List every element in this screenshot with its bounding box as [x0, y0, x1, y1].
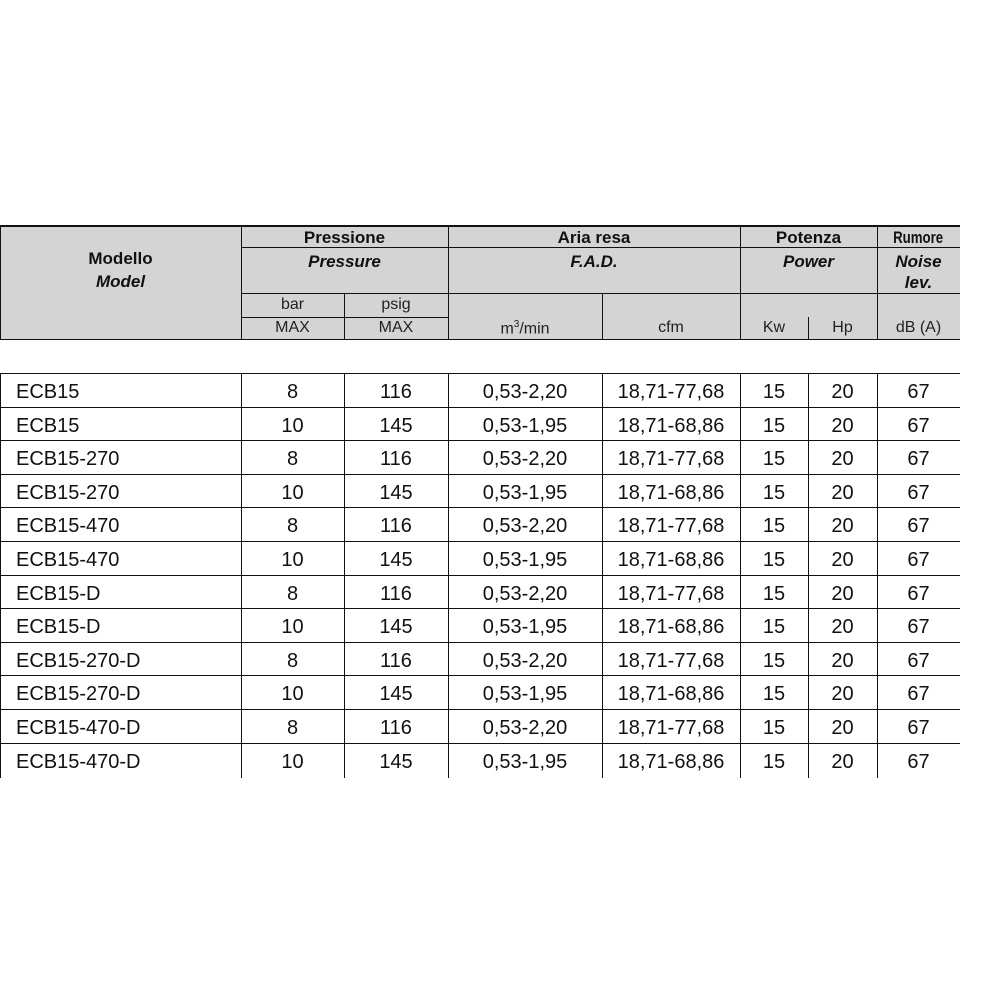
table-row [0, 744, 960, 778]
unit-kw: Kw [762, 319, 786, 336]
cell-m3min: 0,53-1,95 [482, 683, 568, 706]
cell-db: 67 [907, 515, 930, 538]
column-divider [0, 373, 1, 778]
header-line-units [241, 293, 960, 294]
header-noise-en-2: lev. [904, 273, 933, 292]
table-row [0, 643, 960, 677]
cell-kw: 15 [762, 649, 786, 672]
cell-kw: 15 [762, 616, 786, 639]
cell-m3min: 0,53-1,95 [482, 481, 568, 504]
cell-m3min: 0,53-1,95 [482, 414, 568, 437]
header-power-it: Potenza [775, 228, 842, 247]
cell-m3min: 0,53-2,20 [482, 717, 568, 739]
cell-psig: 116 [380, 649, 412, 672]
cell-kw: 15 [762, 414, 786, 437]
cell-cfm: 18,71-77,68 [617, 381, 725, 403]
header-pressure-en: Pressure [308, 252, 381, 271]
cell-hp: 20 [831, 750, 854, 773]
cell-kw: 15 [762, 549, 786, 571]
cell-bar: 8 [286, 717, 299, 739]
cell-hp: 20 [831, 381, 854, 403]
cell-model: ECB15-270 [16, 448, 120, 471]
table-row [0, 542, 960, 576]
cell-psig: 116 [380, 448, 412, 471]
cell-db: 67 [907, 582, 930, 605]
unit-m3min-base: m [500, 320, 514, 338]
header-pressure-it: Pressione [303, 228, 386, 247]
cell-hp: 20 [831, 683, 854, 706]
cell-bar: 8 [286, 515, 299, 538]
cell-psig: 145 [379, 683, 413, 706]
cell-hp: 20 [831, 616, 854, 639]
header-noise-it [877, 229, 960, 246]
cell-db: 67 [907, 616, 930, 639]
unit-hp: Hp [832, 319, 853, 336]
cell-bar: 10 [281, 481, 304, 504]
unit-bar: bar [280, 296, 305, 313]
header-noise-it-text: Rumore [893, 228, 944, 247]
cell-hp: 20 [831, 481, 854, 504]
cell-bar: 8 [286, 649, 299, 672]
cell-model: ECB15-470 [16, 549, 120, 571]
cell-hp: 20 [831, 649, 854, 672]
cell-m3min: 0,53-2,20 [482, 448, 568, 471]
table-row [0, 475, 960, 509]
cell-db: 67 [907, 683, 930, 706]
unit-bar-max: MAX [275, 319, 310, 336]
cell-model: ECB15-270 [16, 481, 120, 504]
table-row [0, 441, 960, 475]
table-row [0, 676, 960, 710]
cell-hp: 20 [831, 414, 854, 437]
cell-cfm: 18,71-77,68 [617, 515, 725, 538]
cell-cfm: 18,71-68,86 [617, 481, 725, 504]
cell-m3min: 0,53-1,95 [482, 616, 568, 639]
header-line-group [241, 247, 960, 248]
header-air-en: F.A.D. [570, 252, 618, 271]
cell-kw: 15 [762, 582, 786, 605]
header-noise-en-1: Noise [895, 252, 942, 271]
cell-psig: 145 [379, 414, 413, 437]
header-air-it: Aria resa [557, 228, 631, 247]
cell-m3min: 0,53-2,20 [482, 515, 568, 538]
cell-db: 67 [907, 549, 930, 571]
column-divider [877, 373, 878, 778]
cell-cfm: 18,71-77,68 [617, 448, 725, 471]
table-row [0, 710, 960, 744]
cell-cfm: 18,71-68,86 [617, 616, 725, 639]
cell-kw: 15 [762, 481, 786, 504]
unit-m3min-tail: /min [519, 320, 550, 338]
cell-psig: 145 [379, 481, 413, 504]
cell-bar: 8 [286, 448, 299, 471]
cell-m3min: 0,53-1,95 [482, 750, 568, 773]
header-power-en: Power [782, 252, 835, 271]
cell-db: 67 [907, 717, 930, 739]
cell-psig: 145 [379, 750, 413, 773]
cell-m3min: 0,53-1,95 [482, 549, 568, 571]
cell-hp: 20 [831, 717, 854, 739]
table-row [0, 576, 960, 610]
unit-db: dB (A) [895, 319, 942, 336]
cell-db: 67 [907, 750, 930, 773]
cell-db: 67 [907, 481, 930, 504]
cell-cfm: 18,71-68,86 [617, 549, 725, 571]
header-model-it: Modello [88, 249, 153, 268]
cell-psig: 116 [380, 381, 412, 403]
cell-kw: 15 [762, 381, 786, 403]
cell-bar: 10 [281, 750, 304, 773]
unit-cfm: cfm [658, 319, 684, 336]
cell-model: ECB15-270-D [16, 683, 141, 706]
cell-kw: 15 [762, 448, 786, 471]
cell-bar: 10 [281, 549, 304, 571]
cell-psig: 116 [380, 515, 412, 538]
cell-cfm: 18,71-68,86 [617, 414, 725, 437]
cell-model: ECB15-D [16, 616, 101, 639]
cell-cfm: 18,71-77,68 [617, 717, 725, 739]
cell-m3min: 0,53-2,20 [482, 381, 568, 403]
cell-cfm: 18,71-68,86 [617, 683, 725, 706]
cell-model: ECB15-D [16, 582, 101, 605]
table-row [0, 374, 960, 408]
cell-bar: 8 [286, 582, 299, 605]
cell-psig: 145 [379, 549, 413, 571]
cell-m3min: 0,53-2,20 [482, 582, 568, 605]
cell-psig: 145 [379, 616, 413, 639]
cell-cfm: 18,71-77,68 [617, 582, 725, 605]
unit-psig: psig [381, 296, 411, 313]
cell-bar: 8 [286, 381, 299, 403]
cell-hp: 20 [831, 515, 854, 538]
cell-model: ECB15 [16, 414, 80, 437]
cell-bar: 10 [281, 414, 304, 437]
unit-m3min-sup: 3 [513, 319, 520, 330]
cell-model: ECB15-270-D [16, 649, 141, 672]
cell-model: ECB15-470-D [16, 750, 141, 773]
cell-model: ECB15-470-D [16, 717, 141, 739]
cell-cfm: 18,71-68,86 [617, 750, 725, 773]
cell-bar: 10 [281, 616, 304, 639]
unit-m3min [448, 320, 602, 337]
column-divider [808, 373, 809, 778]
column-divider [241, 373, 242, 778]
table-row [0, 508, 960, 542]
cell-db: 67 [907, 414, 930, 437]
cell-bar: 10 [281, 683, 304, 706]
cell-hp: 20 [831, 582, 854, 605]
cell-kw: 15 [762, 683, 786, 706]
cell-model: ECB15 [16, 381, 80, 403]
cell-db: 67 [907, 649, 930, 672]
cell-cfm: 18,71-77,68 [617, 649, 725, 672]
table-row [0, 609, 960, 643]
cell-db: 67 [907, 381, 930, 403]
column-divider [344, 373, 345, 778]
cell-psig: 116 [380, 717, 412, 739]
cell-psig: 116 [380, 582, 412, 605]
cell-db: 67 [907, 448, 930, 471]
header-bottom-border [0, 339, 960, 340]
cell-kw: 15 [762, 717, 786, 739]
cell-hp: 20 [831, 549, 854, 571]
cell-kw: 15 [762, 515, 786, 538]
cell-hp: 20 [831, 448, 854, 471]
column-divider [740, 373, 741, 778]
table-row [0, 408, 960, 442]
column-divider [448, 373, 449, 778]
header-top-border [0, 225, 960, 227]
cell-kw: 15 [762, 750, 786, 773]
unit-psig-max: MAX [378, 319, 414, 336]
cell-m3min: 0,53-2,20 [482, 649, 568, 672]
cell-model: ECB15-470 [16, 515, 120, 538]
column-divider [602, 373, 603, 778]
header-model-en: Model [95, 272, 146, 291]
